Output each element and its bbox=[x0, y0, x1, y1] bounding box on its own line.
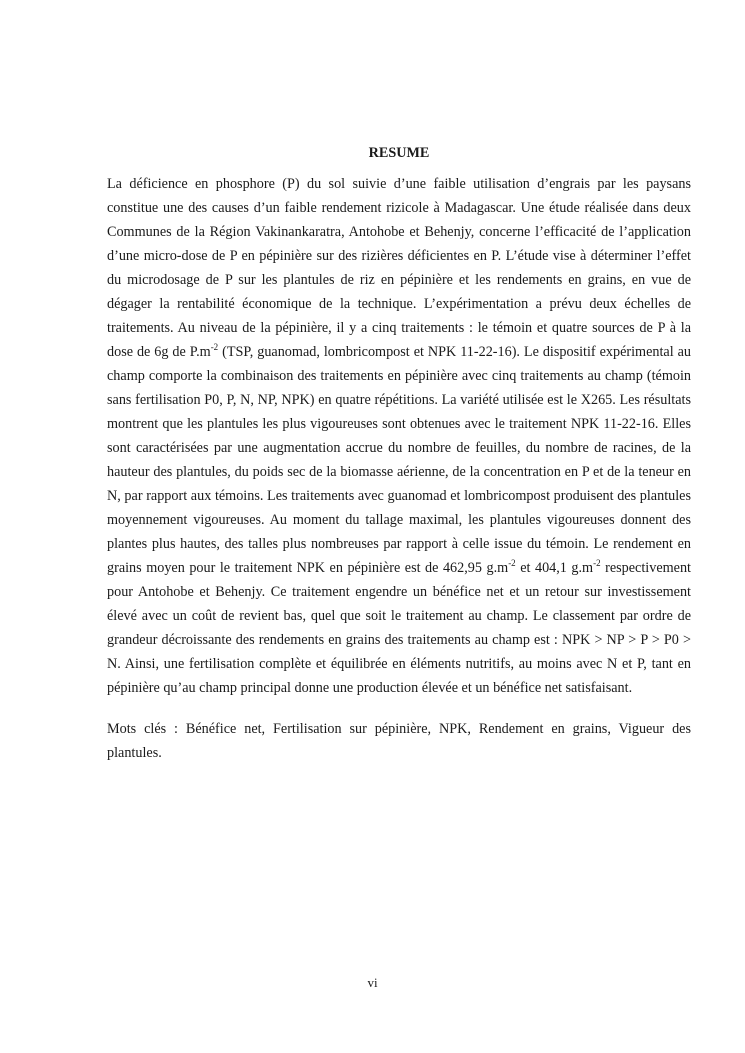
superscript-exponent: -2 bbox=[210, 342, 219, 352]
page-title: RESUME bbox=[368, 145, 430, 161]
abstract-text-1: La déficience en phosphore (P) du sol suivie d’une faible utilisation d’engrais par les paysans constitue une des causes d’un faible rendement rizicole à Madagascar. Une étude réalisée dans deux Communes de la Région Vakinankaratra, Antohobe et Behenjy, concerne l’efficacité de l’application d’une micro-dose de P en pépinière sur des rizières déficientes en P. L’étude vise à déterminer l’effet du microdosage de P sur les plantules de riz en pépinière et les rendements en grains, en vue de dégager la rentabilité économique de la technique. L’expérimentation a prévu deux échelles de traitements. Au niveau de la pépinière, il y a cinq traitements : le témoin et quatre sources de P à la dose de 6g de P.m bbox=[107, 176, 691, 360]
abstract-text-4: respectivement pour Antohobe et Behenjy. Ce traitement engendre un bénéfice net et un retour sur investissement élevé avec un coût de revient bas, quel que soit le traitement au champ. Le classement par ordre de grandeur décroissante des rendements en grains des traitements au champ est : NPK > NP > P > P0 > N. Ainsi, une fertilisation complète et équilibrée en éléments nutritifs, au moins avec N et P, tant en pépinière qu’au champ principal donne une production élevée et un bénéfice net satisfaisant. bbox=[107, 560, 691, 696]
keywords-paragraph: Mots clés : Bénéfice net, Fertilisation sur pépinière, NPK, Rendement en grains, Vigueur des plantules. bbox=[107, 721, 691, 761]
abstract-text-3: et 404,1 g.m bbox=[515, 560, 594, 576]
superscript-exponent: -2 bbox=[593, 558, 601, 568]
page-number: vi bbox=[367, 975, 378, 990]
superscript-exponent: -2 bbox=[508, 558, 516, 568]
abstract-paragraph bbox=[107, 172, 691, 700]
abstract-text-2: (TSP, guanomad, lombricompost et NPK 11-22-16). Le dispositif expérimental au champ comporte la combinaison des traitements en pépinière avec cinq traitements au champ (témoin sans fertilisation P0, P, N, NP, NPK) en quatre répétitions. La variété utilisée est le X265. Les résultats montrent que les plantules les plus vigoureuses sont obtenues avec le traitement NPK 11-22-16. Elles sont caractérisées par une augmentation accrue du nombre de feuilles, du nombre de racines, de la hauteur des plantules, du poids sec de la biomasse aérienne, de la concentration en P et de la teneur en N, par rapport aux témoins. Les traitements avec guanomad et lombricompost produisent des plantules moyennement vigoureuses. Au moment du tallage maximal, les plantules vigoureuses donnent des plantes plus hautes, des talles plus nombreuses par rapport à celle issue du témoin. Le rendement en grains moyen pour le traitement NPK en pépinière est de 462,95 g.m bbox=[107, 344, 691, 576]
